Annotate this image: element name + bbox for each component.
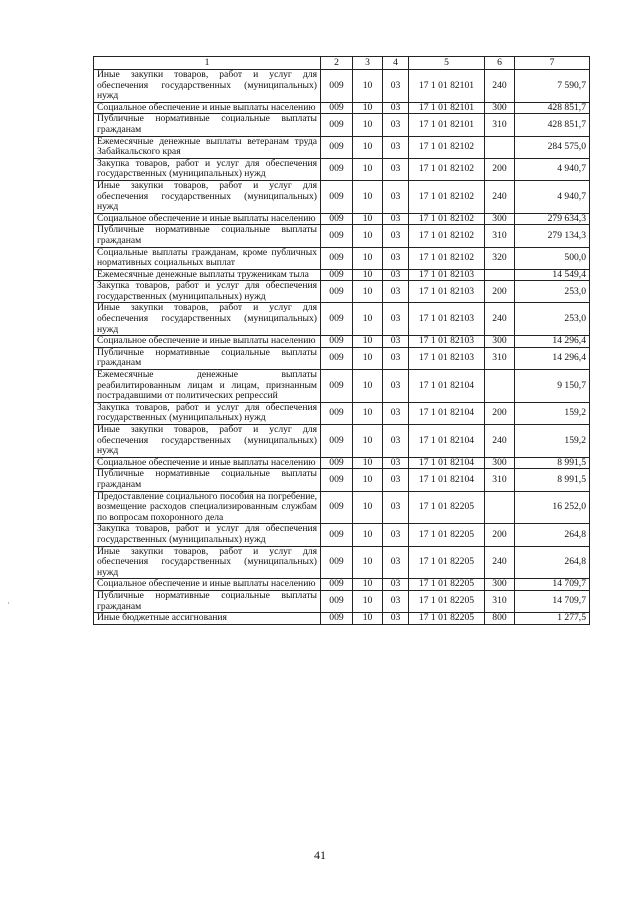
row-name: Закупка товаров, работ и услуг для обеспечения государственных (муниципальных) нужд [94, 402, 321, 424]
row-section: 10 [353, 370, 383, 403]
table-row [94, 469, 590, 491]
row-target-article: 17 1 01 82205 [409, 491, 485, 524]
row-section: 10 [353, 347, 383, 369]
row-name: Закупка товаров, работ и услуг для обеспечения государственных (муниципальных) нужд [94, 158, 321, 180]
row-subsection: 03 [383, 281, 409, 303]
row-target-article: 17 1 01 82101 [409, 70, 485, 103]
row-subsection: 03 [383, 303, 409, 336]
row-ministry-code: 009 [321, 70, 353, 103]
table-row [94, 370, 590, 403]
row-ministry-code: 009 [321, 491, 353, 524]
row-target-article: 17 1 01 82103 [409, 281, 485, 303]
row-ministry-code: 009 [321, 225, 353, 247]
table-row [94, 269, 590, 281]
table-row [94, 213, 590, 225]
row-ministry-code: 009 [321, 370, 353, 403]
row-amount: 500,0 [515, 247, 590, 269]
row-subsection: 03 [383, 402, 409, 424]
row-section: 10 [353, 213, 383, 225]
row-ministry-code: 009 [321, 524, 353, 546]
row-subsection: 03 [383, 425, 409, 458]
row-target-article: 17 1 01 82103 [409, 303, 485, 336]
budget-table [93, 56, 590, 625]
row-name: Закупка товаров, работ и услуг для обеспечения государственных (муниципальных) нужд [94, 281, 321, 303]
row-expense-type: 200 [485, 524, 515, 546]
table-row [94, 281, 590, 303]
margin-mark: · [7, 598, 10, 608]
row-ministry-code: 009 [321, 336, 353, 348]
row-name: Иные закупки товаров, работ и услуг для обеспечения государственных (муниципальных) нужд [94, 546, 321, 579]
row-expense-type: 240 [485, 70, 515, 103]
row-subsection: 03 [383, 213, 409, 225]
row-target-article: 17 1 01 82102 [409, 213, 485, 225]
row-target-article: 17 1 01 82104 [409, 425, 485, 458]
header-row [94, 57, 590, 70]
row-expense-type: 240 [485, 303, 515, 336]
row-amount: 284 575,0 [515, 136, 590, 158]
row-expense-type: 300 [485, 102, 515, 114]
row-expense-type: 240 [485, 546, 515, 579]
row-amount: 253,0 [515, 303, 590, 336]
row-target-article: 17 1 01 82205 [409, 524, 485, 546]
row-name: Ежемесячные денежные выплаты ветеранам труда Забайкальского края [94, 136, 321, 158]
row-ministry-code: 009 [321, 102, 353, 114]
row-target-article: 17 1 01 82104 [409, 370, 485, 403]
row-amount: 14 296,4 [515, 347, 590, 369]
table-row [94, 425, 590, 458]
row-name: Иные закупки товаров, работ и услуг для обеспечения государственных (муниципальных) нужд [94, 303, 321, 336]
row-ministry-code: 009 [321, 590, 353, 612]
row-expense-type: 310 [485, 347, 515, 369]
column-header-3: 3 [353, 57, 383, 70]
table-row [94, 114, 590, 136]
row-target-article: 17 1 01 82102 [409, 158, 485, 180]
table-row [94, 180, 590, 213]
row-target-article: 17 1 01 82102 [409, 180, 485, 213]
row-amount: 16 252,0 [515, 491, 590, 524]
row-subsection: 03 [383, 613, 409, 625]
row-subsection: 03 [383, 247, 409, 269]
row-amount: 14 296,4 [515, 336, 590, 348]
row-section: 10 [353, 469, 383, 491]
row-amount: 264,8 [515, 546, 590, 579]
row-subsection: 03 [383, 269, 409, 281]
row-name: Социальное обеспечение и иные выплаты населению [94, 457, 321, 469]
row-ministry-code: 009 [321, 457, 353, 469]
row-subsection: 03 [383, 457, 409, 469]
row-section: 10 [353, 457, 383, 469]
row-section: 10 [353, 247, 383, 269]
row-ministry-code: 009 [321, 247, 353, 269]
row-section: 10 [353, 158, 383, 180]
row-amount: 1 277,5 [515, 613, 590, 625]
row-section: 10 [353, 546, 383, 579]
row-ministry-code: 009 [321, 213, 353, 225]
column-header-6: 6 [485, 57, 515, 70]
row-expense-type: 300 [485, 579, 515, 591]
row-expense-type: 300 [485, 213, 515, 225]
row-section: 10 [353, 180, 383, 213]
row-subsection: 03 [383, 469, 409, 491]
row-subsection: 03 [383, 370, 409, 403]
row-name: Социальное обеспечение и иные выплаты населению [94, 579, 321, 591]
row-target-article: 17 1 01 82102 [409, 225, 485, 247]
row-ministry-code: 009 [321, 546, 353, 579]
row-ministry-code: 009 [321, 281, 353, 303]
row-subsection: 03 [383, 546, 409, 579]
row-section: 10 [353, 225, 383, 247]
column-header-1: 1 [94, 57, 321, 70]
row-amount: 428 851,7 [515, 102, 590, 114]
row-name: Социальное обеспечение и иные выплаты населению [94, 102, 321, 114]
table-row [94, 457, 590, 469]
row-target-article: 17 1 01 82104 [409, 402, 485, 424]
row-expense-type: 310 [485, 590, 515, 612]
row-section: 10 [353, 402, 383, 424]
row-amount: 428 851,7 [515, 114, 590, 136]
row-expense-type: 240 [485, 180, 515, 213]
row-ministry-code: 009 [321, 269, 353, 281]
row-subsection: 03 [383, 579, 409, 591]
row-section: 10 [353, 425, 383, 458]
row-amount: 4 940,7 [515, 180, 590, 213]
row-section: 10 [353, 491, 383, 524]
row-name: Иные бюджетные ассигнования [94, 613, 321, 625]
table-row [94, 579, 590, 591]
row-section: 10 [353, 102, 383, 114]
row-target-article: 17 1 01 82102 [409, 136, 485, 158]
table-body [94, 70, 590, 625]
row-expense-type [485, 136, 515, 158]
row-expense-type: 200 [485, 402, 515, 424]
row-name: Публичные нормативные социальные выплаты гражданам [94, 347, 321, 369]
row-section: 10 [353, 613, 383, 625]
row-ministry-code: 009 [321, 425, 353, 458]
table-row [94, 402, 590, 424]
row-name: Ежемесячные денежные выплаты реабилитированным лицам и лицам, признанным пострадавшими от политических репрессий [94, 370, 321, 403]
row-expense-type: 320 [485, 247, 515, 269]
row-name: Иные закупки товаров, работ и услуг для обеспечения государственных (муниципальных) нужд [94, 70, 321, 103]
row-ministry-code: 009 [321, 402, 353, 424]
column-header-5: 5 [409, 57, 485, 70]
row-expense-type: 200 [485, 158, 515, 180]
row-target-article: 17 1 01 82102 [409, 247, 485, 269]
row-name: Закупка товаров, работ и услуг для обеспечения государственных (муниципальных) нужд [94, 524, 321, 546]
row-target-article: 17 1 01 82205 [409, 590, 485, 612]
row-target-article: 17 1 01 82101 [409, 114, 485, 136]
row-name: Социальное обеспечение и иные выплаты населению [94, 336, 321, 348]
page-number: 41 [314, 848, 326, 862]
row-section: 10 [353, 70, 383, 103]
row-subsection: 03 [383, 225, 409, 247]
row-subsection: 03 [383, 590, 409, 612]
row-amount: 14 549,4 [515, 269, 590, 281]
row-amount: 14 709,7 [515, 590, 590, 612]
row-subsection: 03 [383, 136, 409, 158]
row-section: 10 [353, 281, 383, 303]
row-amount: 8 991,5 [515, 469, 590, 491]
row-section: 10 [353, 336, 383, 348]
table-row [94, 491, 590, 524]
column-header-2: 2 [321, 57, 353, 70]
table-header [94, 57, 590, 70]
row-subsection: 03 [383, 158, 409, 180]
row-ministry-code: 009 [321, 114, 353, 136]
row-ministry-code: 009 [321, 613, 353, 625]
row-name: Иные закупки товаров, работ и услуг для обеспечения государственных (муниципальных) нужд [94, 425, 321, 458]
row-ministry-code: 009 [321, 303, 353, 336]
row-ministry-code: 009 [321, 180, 353, 213]
row-expense-type: 300 [485, 336, 515, 348]
row-target-article: 17 1 01 82205 [409, 546, 485, 579]
row-amount: 8 991,5 [515, 457, 590, 469]
table-row [94, 336, 590, 348]
table-row [94, 70, 590, 103]
row-ministry-code: 009 [321, 158, 353, 180]
row-target-article: 17 1 01 82103 [409, 347, 485, 369]
row-subsection: 03 [383, 491, 409, 524]
row-amount: 159,2 [515, 425, 590, 458]
row-section: 10 [353, 579, 383, 591]
table-row [94, 136, 590, 158]
row-subsection: 03 [383, 347, 409, 369]
row-expense-type: 240 [485, 425, 515, 458]
row-name: Ежемесячные денежные выплаты труженикам тыла [94, 269, 321, 281]
row-name: Публичные нормативные социальные выплаты гражданам [94, 590, 321, 612]
row-subsection: 03 [383, 70, 409, 103]
row-ministry-code: 009 [321, 469, 353, 491]
row-name: Предоставление социального пособия на погребение, возмещение расходов специализированным службам по вопросам похоронного дела [94, 491, 321, 524]
row-expense-type: 310 [485, 469, 515, 491]
row-target-article: 17 1 01 82103 [409, 269, 485, 281]
row-ministry-code: 009 [321, 347, 353, 369]
table-row [94, 247, 590, 269]
column-header-4: 4 [383, 57, 409, 70]
row-name: Иные закупки товаров, работ и услуг для обеспечения государственных (муниципальных) нужд [94, 180, 321, 213]
row-subsection: 03 [383, 524, 409, 546]
row-subsection: 03 [383, 180, 409, 213]
row-section: 10 [353, 136, 383, 158]
row-name: Публичные нормативные социальные выплаты гражданам [94, 114, 321, 136]
row-ministry-code: 009 [321, 136, 353, 158]
table-row [94, 102, 590, 114]
table-row [94, 524, 590, 546]
row-target-article: 17 1 01 82104 [409, 457, 485, 469]
table-row [94, 347, 590, 369]
row-amount: 264,8 [515, 524, 590, 546]
table-row [94, 225, 590, 247]
row-target-article: 17 1 01 82101 [409, 102, 485, 114]
row-expense-type: 300 [485, 457, 515, 469]
table-row [94, 590, 590, 612]
row-target-article: 17 1 01 82205 [409, 613, 485, 625]
row-expense-type: 310 [485, 114, 515, 136]
row-amount: 253,0 [515, 281, 590, 303]
table-row [94, 158, 590, 180]
row-name: Публичные нормативные социальные выплаты гражданам [94, 225, 321, 247]
row-amount: 4 940,7 [515, 158, 590, 180]
row-expense-type: 800 [485, 613, 515, 625]
row-section: 10 [353, 114, 383, 136]
row-target-article: 17 1 01 82104 [409, 469, 485, 491]
row-section: 10 [353, 269, 383, 281]
row-name: Публичные нормативные социальные выплаты гражданам [94, 469, 321, 491]
row-name: Социальное обеспечение и иные выплаты населению [94, 213, 321, 225]
row-expense-type [485, 370, 515, 403]
row-amount: 279 634,3 [515, 213, 590, 225]
row-expense-type: 310 [485, 225, 515, 247]
row-section: 10 [353, 303, 383, 336]
row-subsection: 03 [383, 336, 409, 348]
row-amount: 9 150,7 [515, 370, 590, 403]
row-target-article: 17 1 01 82205 [409, 579, 485, 591]
row-amount: 7 590,7 [515, 70, 590, 103]
row-section: 10 [353, 524, 383, 546]
row-subsection: 03 [383, 114, 409, 136]
table-row [94, 546, 590, 579]
row-expense-type: 200 [485, 281, 515, 303]
row-name: Социальные выплаты гражданам, кроме публичных нормативных социальных выплат [94, 247, 321, 269]
row-amount: 159,2 [515, 402, 590, 424]
row-amount: 279 134,3 [515, 225, 590, 247]
row-target-article: 17 1 01 82103 [409, 336, 485, 348]
row-amount: 14 709,7 [515, 579, 590, 591]
table-row [94, 303, 590, 336]
row-section: 10 [353, 590, 383, 612]
column-header-7: 7 [515, 57, 590, 70]
table-row [94, 613, 590, 625]
row-ministry-code: 009 [321, 579, 353, 591]
row-subsection: 03 [383, 102, 409, 114]
row-expense-type [485, 491, 515, 524]
row-expense-type [485, 269, 515, 281]
